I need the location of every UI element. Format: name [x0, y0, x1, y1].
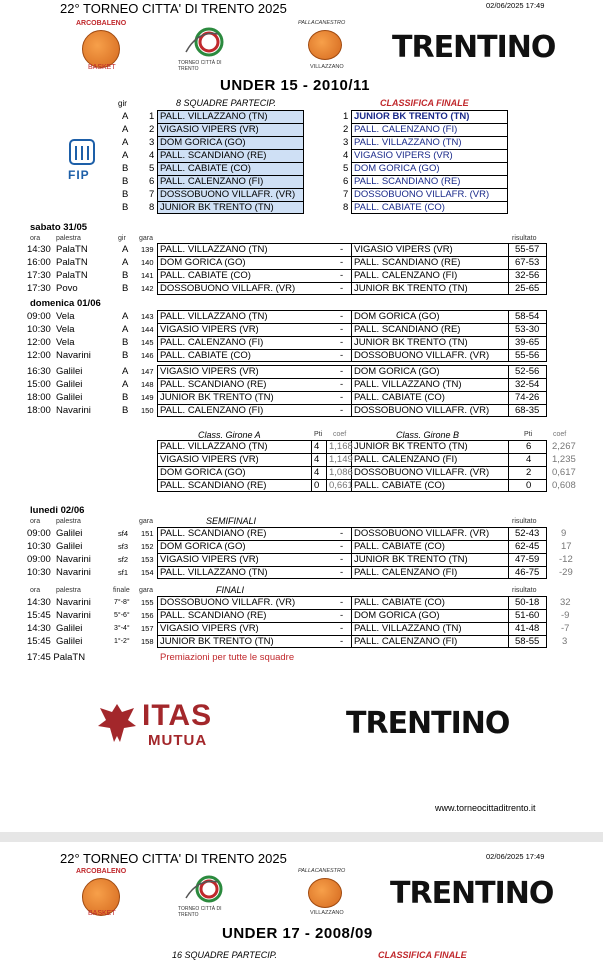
teams-header: 8 SQUADRE PARTECIP. [176, 98, 277, 108]
page2-timestamp: 02/06/2025 17:49 [486, 852, 545, 861]
eagle-icon [96, 700, 138, 746]
team-row: A 4 PALL. SCANDIANO (RE) [122, 150, 267, 161]
col-gara: gara [139, 235, 154, 242]
prize-time: 17:45 PalaTN [27, 652, 86, 663]
col-ora: ora [30, 235, 41, 242]
arcobaleno-logo: ARCOBALENO BASKET [76, 20, 127, 71]
basketball-icon [82, 30, 120, 68]
col-risultato: risultato [512, 235, 537, 242]
ranking-row: 2 PALL. CALENZANO (FI) [343, 124, 458, 135]
team-row: A 1 PALL. VILLAZZANO (TN) [122, 111, 268, 122]
col-palestra-4: palestra [56, 587, 81, 594]
ranking-row: 1 JUNIOR BK TRENTO (TN) [343, 111, 470, 122]
standings-a-title: Class. Girone A [198, 430, 261, 440]
torneo-logo: TORNEO CITTÀ DI TRENTO [178, 24, 240, 70]
game-row: 17:30 PalaTN B 141 PALL. CABIATE (CO) - PALL. CALENZANO (FI) 32-56 [27, 270, 540, 281]
col-palestra: palestra [56, 235, 81, 242]
ranking-row: 4 VIGASIO VIPERS (VR) [343, 150, 453, 161]
page2-category-title: UNDER 17 - 2008/09 [222, 925, 373, 942]
team-row: A 2 VIGASIO VIPERS (VR) [122, 124, 259, 135]
standings-a-coef: coef [333, 431, 347, 438]
col-ora-4: ora [30, 587, 41, 594]
ranking-row: 6 PALL. SCANDIANO (RE) [343, 176, 461, 187]
prize-text: Premiazioni per tutte le squadre [160, 652, 295, 663]
page2-teams-header: 16 SQUADRE PARTECIP. [172, 950, 278, 960]
col-risultato-3: risultato [512, 518, 537, 525]
game-row: 09:00 Galilei sf4 151 PALL. SCANDIANO (RE) - DOSSOBUONO VILLAFR. (VR) 52-43 9 [27, 528, 567, 539]
standing-row: VIGASIO VIPERS (VR) 4 1,149 PALL. CALENZANO (FI) 4 1,235 [160, 454, 576, 465]
team-row: B 7 DOSSOBUONO VILLAFR. (VR) [122, 189, 296, 200]
page2-torneo-logo: TORNEO CITTÀ DI TRENTO [178, 872, 240, 918]
page2-villazzano-logo: PALLACANESTRO VILLAZZANO [298, 868, 346, 916]
col-gara-4: gara [139, 587, 154, 594]
standings-b-coef: coef [553, 431, 567, 438]
game-row: 15:45 Galilei 1°-2° 158 JUNIOR BK TRENTO (TN) - PALL. CALENZANO (FI) 58-55 3 [27, 636, 568, 647]
final-ranking-header: CLASSIFICA FINALE [380, 98, 469, 108]
game-row: 16:30 Galilei A 147 VIGASIO VIPERS (VR) - DOM GORICA (GO) 52-56 [27, 366, 540, 377]
print-timestamp: 02/06/2025 17:49 [486, 1, 545, 10]
trentino-sponsor-logo: TRENTINO [346, 706, 510, 741]
page-separator [0, 832, 603, 842]
tournament-title: 22° TORNEO CITTA' DI TRENTO 2025 [60, 1, 287, 16]
page2-arcobaleno-logo: ARCOBALENO BASKET [76, 868, 127, 917]
team-row: A 3 DOM GORICA (GO) [122, 137, 246, 148]
page2-final-header: CLASSIFICA FINALE [378, 950, 467, 960]
ball-icon [308, 30, 342, 60]
team-row: B 5 PALL. CABIATE (CO) [122, 163, 251, 174]
standing-row: PALL. VILLAZZANO (TN) 4 1,168 JUNIOR BK TRENTO (TN) 6 2,267 [160, 441, 576, 452]
ranking-row: 5 DOM GORICA (GO) [343, 163, 440, 174]
semifinals-title: SEMIFINALI [206, 516, 257, 526]
villazzano-logo: PALLACANESTRO VILLAZZANO [298, 20, 346, 70]
game-row: 15:00 Galilei A 148 PALL. SCANDIANO (RE) - PALL. VILLAZZANO (TN) 32-54 [27, 379, 540, 390]
page2-trentino-logo: TRENTINO [390, 876, 554, 911]
col-risultato-4: risultato [512, 587, 537, 594]
col-ora-3: ora [30, 518, 41, 525]
torneo-emblem-icon [178, 872, 240, 906]
page2-tournament-title: 22° TORNEO CITTA' DI TRENTO 2025 [60, 851, 287, 866]
category-title: UNDER 15 - 2010/11 [220, 77, 370, 94]
game-row: 10:30 Navarini sf1 154 PALL. VILLAZZANO (TN) - PALL. CALENZANO (FI) 46-75 -29 [27, 567, 573, 578]
game-row: 14:30 Navarini 7°-8° 155 DOSSOBUONO VILLAFR. (VR) - PALL. CABIATE (CO) 50-18 32 [27, 597, 571, 608]
col-gir: gir [118, 235, 126, 242]
ranking-row: 3 PALL. VILLAZZANO (TN) [343, 137, 462, 148]
col-palestra-3: palestra [56, 518, 81, 525]
game-row: 16:00 PalaTN A 140 DOM GORICA (GO) - PALL. SCANDIANO (RE) 67-53 [27, 257, 540, 268]
standings-b-title: Class. Girone B [396, 430, 460, 440]
day1-label: sabato 31/05 [30, 222, 88, 233]
standings-b-pti: Pti [524, 431, 533, 438]
game-row: 10:30 Vela A 144 VIGASIO VIPERS (VR) - PALL. SCANDIANO (RE) 53-30 [27, 324, 540, 335]
ranking-row: 8 PALL. CABIATE (CO) [343, 202, 445, 213]
game-row: 18:00 Galilei B 149 JUNIOR BK TRENTO (TN) - PALL. CABIATE (CO) 74-26 [27, 392, 540, 403]
col-gara-3: gara [139, 518, 154, 525]
game-row: 09:00 Navarini sf2 153 VIGASIO VIPERS (VR) - JUNIOR BK TRENTO (TN) 47-59 -12 [27, 554, 573, 565]
game-row: 12:00 Navarini B 146 PALL. CABIATE (CO) - DOSSOBUONO VILLAFR. (VR) 55-56 [27, 350, 540, 361]
ball-icon [308, 878, 342, 908]
game-row: 10:30 Galilei sf3 152 DOM GORICA (GO) - PALL. CABIATE (CO) 62-45 17 [27, 541, 572, 552]
game-row: 18:00 Navarini B 150 PALL. CALENZANO (FI) - DOSSOBUONO VILLAFR. (VR) 68-35 [27, 405, 540, 416]
gir-header: gir [118, 99, 127, 108]
finals-title: FINALI [216, 585, 245, 595]
standing-row: DOM GORICA (GO) 4 1,086 DOSSOBUONO VILLAFR. (VR) 2 0,617 [160, 467, 576, 478]
day3-label: lunedi 02/06 [30, 505, 85, 516]
team-row: B 6 PALL. CALENZANO (FI) [122, 176, 264, 187]
game-row: 12:00 Vela B 145 PALL. CALENZANO (FI) - JUNIOR BK TRENTO (TN) 39-65 [27, 337, 540, 348]
game-row: 14:30 PalaTN A 139 PALL. VILLAZZANO (TN) - VIGASIO VIPERS (VR) 55-57 [27, 244, 540, 255]
col-finale: finale [113, 587, 130, 594]
team-row: B 8 JUNIOR BK TRENTO (TN) [122, 202, 274, 213]
game-row: 17:30 Povo B 142 DOSSOBUONO VILLAFR. (VR) - JUNIOR BK TRENTO (TN) 25-65 [27, 283, 540, 294]
itas-logo: ITAS MUTUA [96, 700, 246, 754]
torneo-emblem-icon [178, 24, 240, 60]
game-row: 09:00 Vela A 143 PALL. VILLAZZANO (TN) - DOM GORICA (GO) 58-54 [27, 311, 540, 322]
fip-logo: FIP [64, 138, 100, 184]
game-row: 15:45 Navarini 5°-6° 156 PALL. SCANDIANO (RE) - DOM GORICA (GO) 51-60 -9 [27, 610, 570, 621]
standings-a-pti: Pti [314, 431, 323, 438]
ranking-row: 7 DOSSOBUONO VILLAFR. (VR) [343, 189, 490, 200]
trentino-logo: TRENTINO [392, 30, 556, 65]
website-link[interactable]: www.torneocittaditrento.it [435, 803, 536, 813]
standing-row: PALL. SCANDIANO (RE) 0 0,661 PALL. CABIATE (CO) 0 0,608 [160, 480, 576, 491]
game-row: 14:30 Galilei 3°-4° 157 VIGASIO VIPERS (VR) - PALL. VILLAZZANO (TN) 41-48 -7 [27, 623, 570, 634]
day2-label: domenica 01/06 [30, 298, 101, 309]
